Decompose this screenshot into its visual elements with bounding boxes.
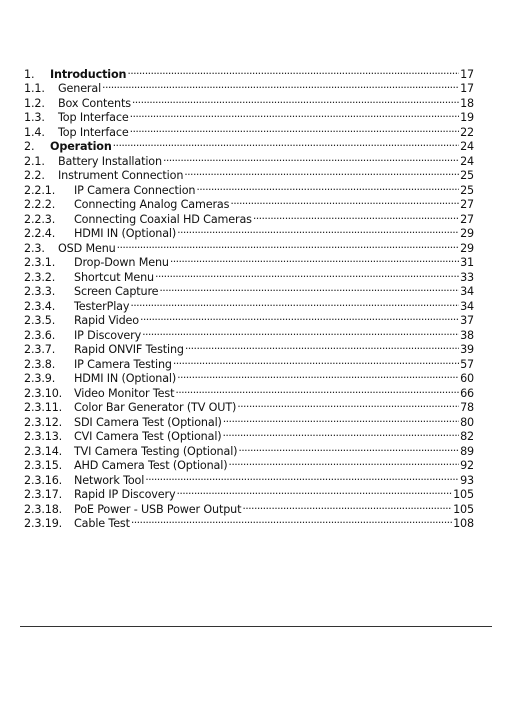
toc-entry-number: 2.3.12. xyxy=(24,415,63,429)
toc-entry-title: AHD Camera Test (Optional) xyxy=(74,459,228,472)
toc-entry-number: 2. xyxy=(24,140,35,153)
toc-entry-number: 2.3.16. xyxy=(24,473,63,487)
toc-entry-title: Shortcut Menu xyxy=(74,270,154,284)
toc-dot-leader xyxy=(176,484,452,499)
toc-entry-title: Rapid IP Discovery xyxy=(74,488,176,501)
toc-entry-number: 2.3.5. xyxy=(24,314,56,327)
toc-entry-page-number: 27 xyxy=(460,212,474,226)
toc-dot-leader xyxy=(113,136,459,151)
toc-entry-title: TVI Camera Testing (Optional) xyxy=(74,444,238,458)
toc-dot-leader xyxy=(173,353,459,368)
toc-dot-leader xyxy=(185,339,459,354)
toc-entry-page-number: 66 xyxy=(460,386,474,400)
toc-entry-page-number: 39 xyxy=(460,343,474,356)
table-of-contents xyxy=(24,63,474,530)
toc-dot-leader xyxy=(228,455,459,470)
toc-entry-page-number: 78 xyxy=(460,401,474,414)
toc-entry-page-number: 31 xyxy=(460,256,474,269)
toc-entry-page-number: 25 xyxy=(460,183,474,197)
toc-dot-leader xyxy=(223,426,460,441)
toc-entry-page-number: 19 xyxy=(460,111,474,124)
toc-dot-leader xyxy=(175,382,459,397)
toc-entry-title: TesterPlay xyxy=(74,299,130,313)
toc-entry-title: Rapid Video xyxy=(74,314,139,327)
toc-entry-page-number: 89 xyxy=(460,444,474,458)
toc-dot-leader xyxy=(102,78,459,93)
toc-dot-leader xyxy=(155,266,459,281)
toc-entry-page-number: 29 xyxy=(460,241,474,255)
toc-entry-page-number: 80 xyxy=(460,415,474,429)
toc-entry-title: CVI Camera Test (Optional) xyxy=(74,430,222,443)
toc-entry-page-number: 108 xyxy=(453,517,474,530)
toc-entry-page-number: 38 xyxy=(460,328,474,342)
toc-dot-leader xyxy=(242,498,452,513)
toc-dot-leader xyxy=(131,513,452,528)
toc-entry-page-number: 57 xyxy=(460,357,474,371)
toc-entry-page-number: 33 xyxy=(460,270,474,284)
toc-entry-title: SDI Camera Test (Optional) xyxy=(74,415,222,429)
toc-entry-title: IP Camera Connection xyxy=(74,183,196,197)
toc-entry-title: Network Tool xyxy=(74,473,145,487)
toc-entry-page-number: 18 xyxy=(460,96,474,110)
toc-dot-leader xyxy=(223,411,459,426)
toc-entry-number: 1. xyxy=(24,67,35,81)
toc-dot-leader xyxy=(177,223,459,238)
toc-entry-number: 2.3.17. xyxy=(24,488,63,501)
toc-entry-number: 2.3.3. xyxy=(24,285,56,298)
toc-entry-title: Box Contents xyxy=(58,96,131,110)
toc-dot-leader xyxy=(230,194,459,209)
toc-entry-number: 2.3. xyxy=(24,241,45,255)
toc-entry-title: Screen Capture xyxy=(74,285,159,298)
toc-entry-number: 2.2.3. xyxy=(24,212,56,226)
toc-entry-number: 2.2. xyxy=(24,169,45,182)
toc-entry-number: 2.3.14. xyxy=(24,444,63,458)
footer-divider xyxy=(20,626,492,627)
toc-entry-title: Operation xyxy=(50,140,112,153)
toc-dot-leader xyxy=(238,440,459,455)
toc-entry-number: 2.3.7. xyxy=(24,343,56,356)
toc-entry-title: OSD Menu xyxy=(58,241,116,255)
toc-entry-title: Drop-Down Menu xyxy=(74,256,169,269)
toc-entry-title: PoE Power - USB Power Output xyxy=(74,502,242,516)
toc-dot-leader xyxy=(132,92,459,107)
toc-entry-title: Instrument Connection xyxy=(58,169,184,182)
toc-entry-number: 1.3. xyxy=(24,111,45,124)
toc-dot-leader xyxy=(140,310,459,325)
toc-entry-title: Rapid ONVIF Testing xyxy=(74,343,184,356)
toc-entry-title: Battery Installation xyxy=(58,154,162,168)
toc-entry-number: 1.1. xyxy=(24,82,45,95)
toc-entry-page-number: 93 xyxy=(460,473,474,487)
toc-entry-page-number: 105 xyxy=(453,502,474,516)
toc-entry-number: 2.3.15. xyxy=(24,459,63,472)
toc-entry-number: 1.2. xyxy=(24,96,45,110)
toc-entry-page-number: 34 xyxy=(460,285,474,298)
toc-entry-number: 2.3.4. xyxy=(24,299,56,313)
toc-entry-number: 2.3.18. xyxy=(24,502,63,516)
toc-dot-leader xyxy=(237,397,459,412)
toc-dot-leader xyxy=(184,165,459,180)
toc-entry-number: 2.3.11. xyxy=(24,401,63,414)
toc-entry-number: 2.2.4. xyxy=(24,227,56,240)
toc-entry-number: 2.1. xyxy=(24,154,45,168)
toc-entry-title: HDMI IN (Optional) xyxy=(74,372,177,385)
toc-entry-number: 2.2.1. xyxy=(24,183,56,197)
toc-entry-number: 2.3.9. xyxy=(24,372,56,385)
toc-entry-page-number: 60 xyxy=(460,372,474,385)
toc-entry-number: 2.2.2. xyxy=(24,198,56,211)
toc-entry-title: HDMI IN (Optional) xyxy=(74,227,177,240)
toc-entry-number: 2.3.8. xyxy=(24,357,56,371)
toc-entry-page-number: 37 xyxy=(460,314,474,327)
toc-entry-title: IP Camera Testing xyxy=(74,357,172,371)
toc-entry-title: General xyxy=(58,82,102,95)
toc-entry-number: 2.3.10. xyxy=(24,386,63,400)
toc-entry-title: Connecting Coaxial HD Cameras xyxy=(74,212,252,226)
toc-entry-page-number: 24 xyxy=(460,140,474,153)
toc-entry[interactable] xyxy=(24,63,474,81)
toc-entry-page-number: 24 xyxy=(460,154,474,168)
toc-dot-leader xyxy=(170,252,459,267)
toc-dot-leader xyxy=(196,179,459,194)
toc-entry-title: Top Interface xyxy=(58,111,129,124)
toc-entry-page-number: 29 xyxy=(460,227,474,240)
toc-entry-title: Cable Test xyxy=(74,517,130,530)
toc-entry-page-number: 34 xyxy=(460,299,474,313)
toc-dot-leader xyxy=(130,295,459,310)
toc-entry-page-number: 17 xyxy=(460,67,474,81)
toc-entry-number: 2.3.19. xyxy=(24,517,63,530)
toc-entry-page-number: 25 xyxy=(460,169,474,182)
toc-entry-page-number: 17 xyxy=(460,82,474,95)
toc-entry-page-number: 27 xyxy=(460,198,474,211)
toc-entry-page-number: 22 xyxy=(460,125,474,139)
toc-entry-number: 2.3.1. xyxy=(24,256,56,269)
toc-entry-title: Video Monitor Test xyxy=(74,386,175,400)
toc-entry-title: Introduction xyxy=(50,67,127,81)
toc-dot-leader xyxy=(145,469,459,484)
toc-entry-page-number: 82 xyxy=(460,430,474,443)
toc-dot-leader xyxy=(163,150,459,165)
toc-entry-title: Color Bar Generator (TV OUT) xyxy=(74,401,237,414)
toc-dot-leader xyxy=(130,107,459,122)
toc-entry-number: 1.4. xyxy=(24,125,45,139)
toc-dot-leader xyxy=(130,121,459,136)
toc-dot-leader xyxy=(142,324,459,339)
toc-dot-leader xyxy=(253,208,459,223)
toc-dot-leader xyxy=(127,63,459,78)
toc-dot-leader xyxy=(159,281,459,296)
toc-entry-title: IP Discovery xyxy=(74,328,142,342)
toc-entry-number: 2.3.13. xyxy=(24,430,63,443)
toc-entry-number: 2.3.2. xyxy=(24,270,56,284)
toc-entry-page-number: 105 xyxy=(453,488,474,501)
toc-entry-number: 2.3.6. xyxy=(24,328,56,342)
toc-entry-page-number: 92 xyxy=(460,459,474,472)
toc-dot-leader xyxy=(177,368,459,383)
toc-entry-title: Connecting Analog Cameras xyxy=(74,198,230,211)
toc-entry-title: Top Interface xyxy=(58,125,129,139)
toc-dot-leader xyxy=(117,237,459,252)
